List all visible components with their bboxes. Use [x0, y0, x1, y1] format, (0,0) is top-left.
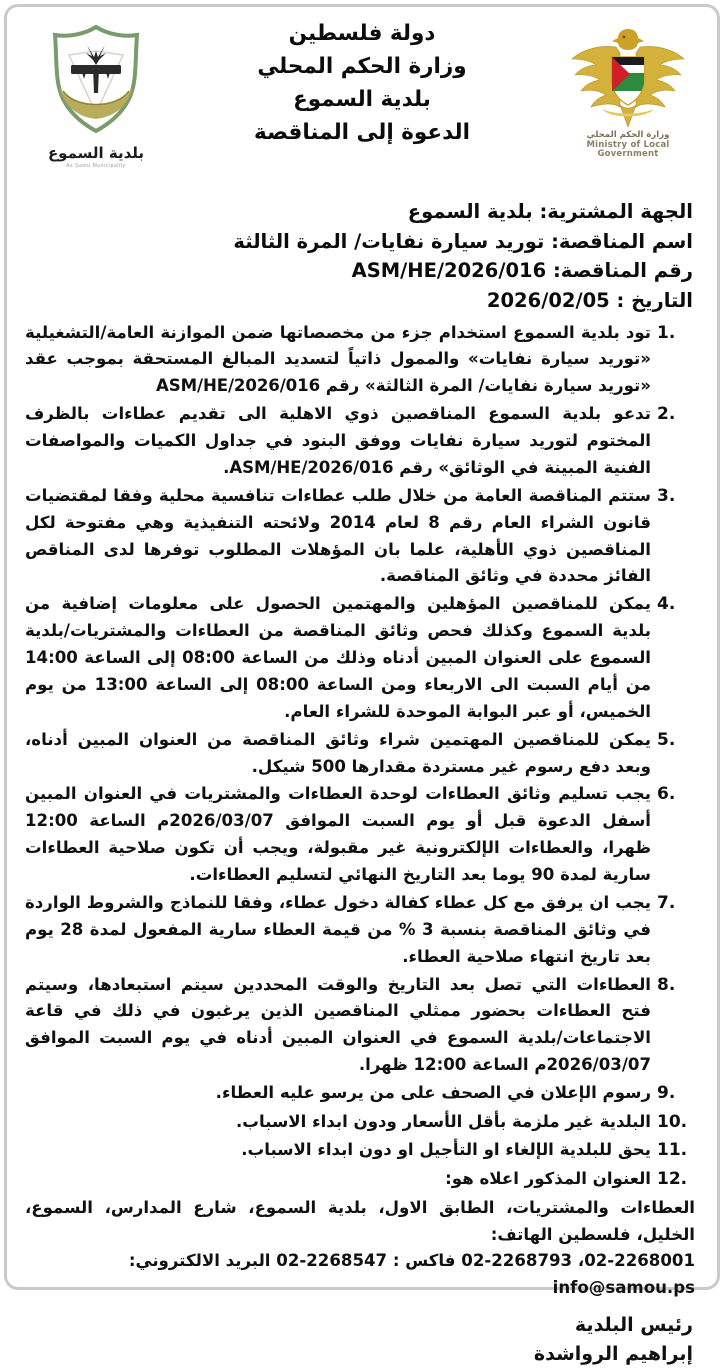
clause-number: 3.	[657, 485, 676, 506]
municipality-logo	[21, 15, 171, 169]
contact-line	[25, 1248, 695, 1301]
document-header	[17, 15, 707, 191]
clause-text: تدعو بلدية السموع المناقصين ذوي الاهلية الى تقديم عطاءات بالظرف المختوم لتوريد سيارة نفايات ووفق البنود في جداول الكميات والمواصفات الفنية المبينة في الوثائق» رقم ASM/HE/2026/016.	[25, 404, 651, 477]
clause-text: يمكن للمناقصين المهتمين شراء وثائق المناقصة من العنوان المبين أدناه، وبعد دفع رسوم غير مستردة مقدارها 500 شيكل.	[25, 729, 651, 776]
header-title-line-4: الدعوة إلى المناقصة	[254, 119, 470, 145]
header-title-line-3: بلدية السموع	[293, 86, 431, 112]
email-address[interactable]: info@samou.ps	[552, 1277, 695, 1297]
samou-municipality-shield-emblem	[37, 21, 155, 141]
clause-text: يجب تسليم وثائق العطاءات لوحدة العطاءات والمشتريات في العنوان المبين أسفل الدعوة قبل أو يوم السبت الموافق 2026/03/07م الساعة 12:00 ظهرا، والعطاءات الإلكترونية غير مقبولة، ويجب أن تكون صلاحية العطاءات سارية لمدة 90 يوما بعد التاريخ النهائي لتسليم العطاءات.	[25, 784, 651, 884]
clause-item	[25, 591, 695, 725]
clause-text: يمكن للمناقصين المؤهلين والمهتمين الحصول على معلومات إضافية من بلدية السموع وكذلك فحص وثائق المناقصة من العطاءات والمشتريات/بلدية السموع على العنوان المبين أدناه وذلك من الساعة 08:00 إلى الساعة 14:00 من أيام السبت الى الاربعاء ومن الساعة 08:00 إلى الساعة 13:00 من يوم الخميس، أو عبر البوابة الموحدة للشراء العام.	[25, 594, 652, 721]
clause-text: يحق للبلدية الإلغاء او التأجيل او دون ابداء الاسباب.	[241, 1140, 651, 1160]
clause-text: رسوم الإعلان في الصحف على من يرسو عليه العطاء.	[215, 1083, 651, 1102]
document-body	[7, 7, 717, 1365]
clause-text: تود بلدية السموع استخدام جزء من مخصصاتها ضمن الموازنة العامة/التشغيلية «توريد سيارة نفايات» والممول ذاتياً لتسديد المبالغ المستحقة بموجب عقد «توريد سيارة نفايات/ المرة الثالثة» رقم ASM/HE/2026/016	[25, 322, 651, 396]
clause-number: 5.	[657, 729, 676, 750]
municipality-caption-arabic-script	[36, 141, 156, 169]
tender-date-label: التاريخ :	[616, 288, 693, 312]
ministry-logo	[553, 15, 703, 160]
clause-item	[25, 781, 695, 889]
address-line: العطاءات والمشتريات، الطابق الاول، بلدية السموع، شارع المدارس، السموع، الخليل، فلسطين الهاتف:	[25, 1198, 695, 1244]
clause-number: 11.	[657, 1140, 688, 1161]
svg-text:بلدية السموع: بلدية السموع	[47, 144, 145, 162]
buyer-entity: الجهة المشترية: بلدية السموع	[407, 200, 693, 223]
clause-number: 4.	[657, 594, 676, 615]
ministry-caption-english-line2: Government	[597, 149, 659, 160]
ministry-logo-caption	[587, 131, 670, 160]
ministry-caption-english-line1: Ministry of Local	[586, 139, 670, 150]
svg-text:As Samu Municipality: As Samu Municipality	[66, 163, 126, 169]
clause-number: 6.	[657, 784, 676, 805]
clause-text: ستتم المناقصة العامة من خلال طلب عطاءات تنافسية محلية وفقا لمقتضيات قانون الشراء العام رقم 8 لعام 2014 ولائحته التنفيذية وهي مفتوحة لكل المناقصين ذوي الأهلية، علما بان المؤهلات المطلوب توفرها لدى المناقص الفائز محددة في وثائق المناقصة.	[25, 485, 651, 586]
clause-text: العنوان المذكور اعلاه هو:	[445, 1168, 651, 1188]
palestinian-eagle-emblem	[566, 23, 690, 129]
clause-item	[25, 483, 695, 591]
clause-list	[25, 320, 695, 1194]
clause-text: البلدية غير ملزمة بأقل الأسعار ودون ابداء الاسباب.	[235, 1111, 651, 1131]
clause-item	[25, 320, 695, 401]
clause-number: 9.	[657, 1083, 676, 1103]
clause-number: 7.	[657, 892, 676, 913]
signatory-title: رئيس البلدية	[574, 1314, 693, 1337]
tender-name: اسم المناقصة: توريد سيارة نفايات/ المرة الثالثة	[233, 229, 693, 253]
clause-item	[25, 1109, 695, 1137]
phone-number-secondary: 02-2268793	[461, 1251, 573, 1271]
phone-separator: ،	[577, 1251, 585, 1271]
tender-date-value: 2026/02/05	[486, 288, 610, 312]
tender-date-row	[27, 286, 693, 316]
fax-label: فاكس :	[392, 1251, 456, 1271]
ministry-caption-arabic: وزارة الحكم المحلي	[586, 130, 670, 140]
clause-number: 1.	[657, 322, 676, 343]
clause-text: العطاءات التي تصل بعد التاريخ والوقت المحددين سيتم استبعادها، وسيتم فتح العطاءات بحضور ممثلي المناقصين الذين يرغبون في ذلك في قاعة الاجتماعات/بلدية السموع في العنوان المبين أدناه في يوم السبت الموافق 2026/03/07م الساعة 12:00 ظهرا.	[25, 974, 651, 1075]
clause-item	[25, 1137, 695, 1165]
email-label: البريد الالكتروني:	[128, 1251, 271, 1271]
header-title-block	[171, 15, 553, 147]
document-frame	[4, 4, 720, 1365]
clause-item	[25, 1166, 695, 1194]
clause-number: 10.	[657, 1111, 688, 1132]
header-title-line-1: دولة فلسطين	[288, 21, 436, 46]
clause-item	[25, 890, 695, 971]
clause-number: 8.	[657, 974, 676, 995]
clause-text: يجب ان يرفق مع كل عطاء كفالة دخول عطاء، وفقا للنماذج والشروط الواردة في وثائق المناقصة بنسبة 3 % من قيمة العطاء سارية المفعول لمدة 28 يوم بعد تاريخ انتهاء صلاحية العطاء.	[25, 892, 652, 966]
clause-number: 2.	[657, 404, 676, 425]
tender-meta-block	[27, 197, 693, 316]
clause-item	[25, 727, 695, 781]
clause-number: 12.	[657, 1168, 688, 1189]
clause-item	[25, 972, 695, 1080]
header-title-line-2: وزارة الحكم المحلي	[257, 53, 467, 79]
signatory-name: إبراهيم الرواشدة	[533, 1342, 693, 1365]
clause-item	[25, 401, 695, 482]
phone-number-primary: 02-2268001	[584, 1251, 695, 1271]
tender-number-label: رقم المناقصة:	[552, 259, 693, 283]
signature-block	[25, 1311, 693, 1368]
clause-item	[25, 1080, 695, 1108]
fax-number: 02-2268547	[276, 1251, 388, 1271]
tender-number-row	[27, 256, 693, 286]
tender-number-value: ASM/HE/2026/016	[351, 259, 547, 283]
